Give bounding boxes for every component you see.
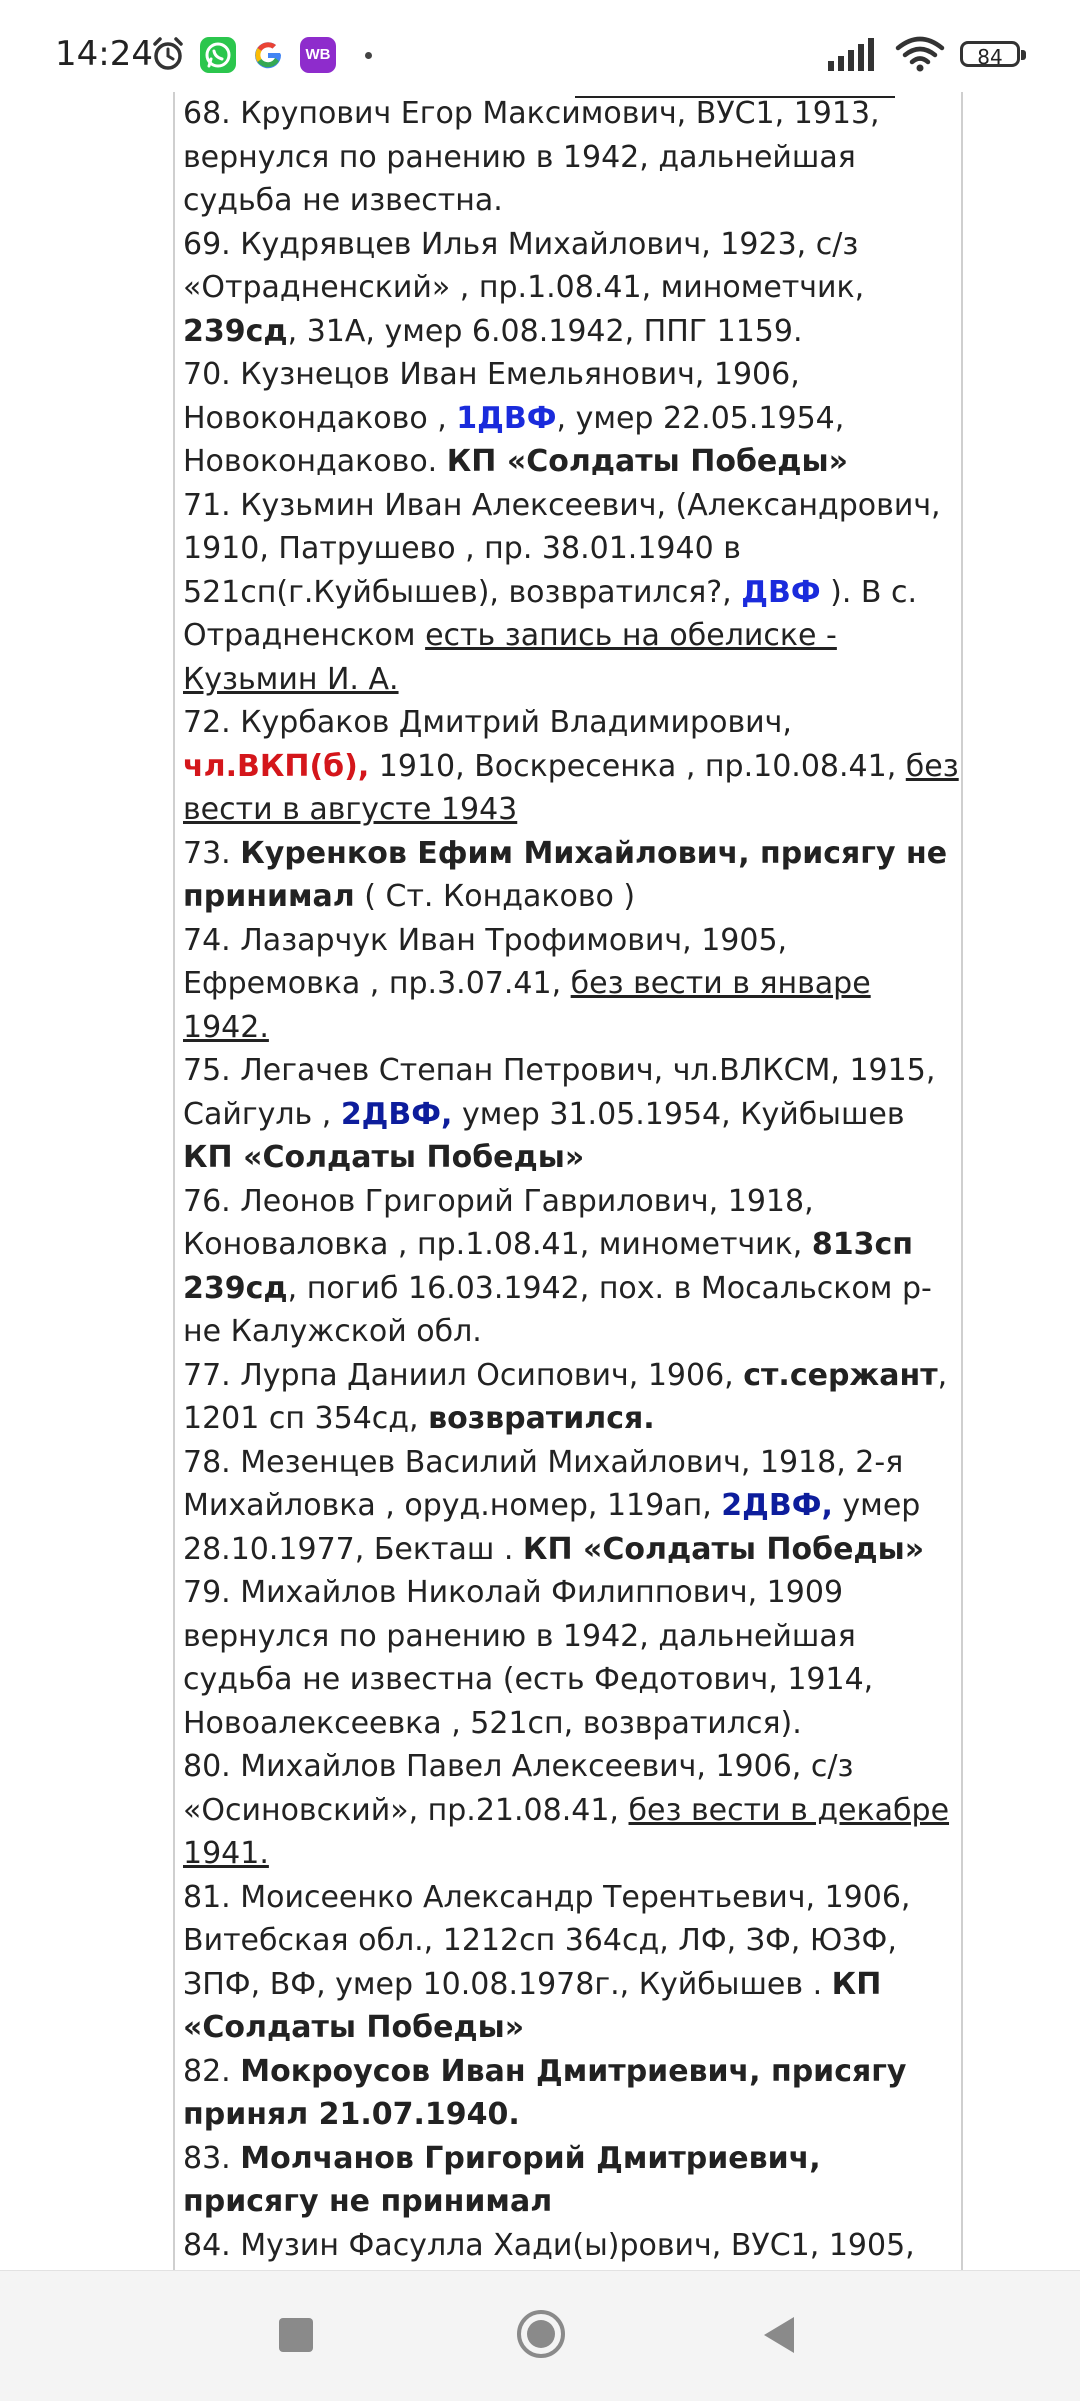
entry-text: КП «Солдаты Победы» <box>183 1140 585 1175</box>
entry-text: 71. Кузьмин Иван Алексеевич, (Александрович, 1910, Патрушево , пр. 38.01.1940 в 521сп(г.Куйбышев), возвратился?, <box>183 487 941 610</box>
google-icon <box>250 37 286 73</box>
entry-text: 69. Кудрявцев Илья Михайлович, 1923, с/з «Отрадненский» , пр.1.08.41, минометчик, <box>183 226 865 305</box>
entry-text: 83. <box>183 2140 241 2176</box>
entry-text: , 1201 сп 354сд, <box>183 1357 948 1436</box>
list-entry <box>183 1441 963 1572</box>
document-viewport[interactable] <box>173 92 963 2270</box>
entry-text: 78. Мезенцев Василий Михайлович, 1918, 2-я Михайловка , оруд.номер, 119ап, <box>183 1444 904 1523</box>
list-entry <box>183 1049 963 1180</box>
list-entry <box>183 353 963 484</box>
entry-text: Молчанов Григорий Дмитриевич, присягу не принимал <box>183 2140 821 2219</box>
list-entry <box>183 701 963 832</box>
entry-text: , погиб 16.03.1942, пох. в Мосальском р-не Калужской обл. <box>183 1270 932 1349</box>
document-content <box>183 92 963 2354</box>
entry-text: 72. Курбаков Дмитрий Владимирович, <box>183 705 792 740</box>
entry-text: ст.сержант <box>743 1357 938 1393</box>
list-entry <box>183 1745 963 1876</box>
entry-text: 80. Михайлов Павел Алексеевич, 1906, с/з «Осиновский», пр.21.08.41, <box>183 1749 854 1828</box>
entry-text: 74. Лазарчук Иван Трофимович, 1905, Ефремовка , пр.3.07.41, <box>183 922 788 1001</box>
list-entry <box>183 223 963 354</box>
entry-text: КП «Солдаты Победы» <box>183 1966 882 2045</box>
entry-text: 82. <box>183 2053 241 2089</box>
status-right-group <box>828 36 1020 72</box>
entry-text: 1910, Воскресенка , пр.10.08.41, <box>369 748 906 784</box>
entry-text: чл.ВКП(б), <box>183 748 370 784</box>
home-button[interactable] <box>514 2307 568 2361</box>
entry-text[interactable]: без вести в августе 1943 <box>183 748 959 827</box>
entry-text: 81. Моисеенко Александр Терентьевич, 1906, Витебская обл., 1212сп 364сд, ЛФ, ЗФ, ЮЗФ, ЗПФ, ВФ, умер 10.08.1978г., Куйбышев . <box>183 1879 911 2002</box>
entry-text: 76. Леонов Григорий Гаврилович, 1918, Коноваловка , пр.1.08.41, минометчик, <box>183 1183 814 1262</box>
entry-text: 79. Михайлов Николай Филиппович, 1909 вернулся по ранению в 1942, дальнейшая судьба не известна (есть Федотович, 1914, Новоалексеевка , 521сп, возвратился). <box>183 1575 874 1741</box>
list-entry <box>183 1876 963 2050</box>
entry-text: КП «Солдаты Победы» <box>522 1531 925 1567</box>
signal-icon <box>828 37 880 71</box>
battery-level: 84 <box>977 45 1003 69</box>
entry-text[interactable]: без вести в январе 1942. <box>183 966 871 1045</box>
entry-text[interactable]: есть запись на обелиске - Кузьмин И. А. <box>183 618 837 697</box>
wildberries-label: WB <box>305 46 331 63</box>
list-entry <box>183 92 963 223</box>
list-entry <box>183 484 963 702</box>
entry-text: 77. Лурпа Даниил Осипович, 1906, <box>183 1357 744 1393</box>
entry-text: 239сд <box>183 313 288 349</box>
entry-text: ). В с. Отрадненском <box>183 574 918 653</box>
entry-text: 813сп 239сд <box>183 1227 913 1306</box>
entry-text: умер 31.05.1954, Куйбышев <box>452 1096 905 1132</box>
entry-text: 75. Легачев Степан Петрович, чл.ВЛКСМ, 1915, Сайгуль , <box>183 1053 936 1132</box>
whatsapp-icon <box>200 37 236 73</box>
battery-indicator <box>960 41 1020 67</box>
entry-text: ( Ст. Кондаково ) <box>354 879 636 914</box>
list-entry <box>183 1354 963 1441</box>
entry-text: 70. Кузнецов Иван Емельянович, 1906, Новокондаково , <box>183 357 800 436</box>
entry-text: 68. Крупович Егор Максимович, ВУС1, 1913, вернулся по ранению в 1942, дальнейшая судьба не известна. <box>183 96 880 218</box>
list-entry <box>183 2137 963 2224</box>
list-entry <box>183 1571 963 1745</box>
entry-text[interactable]: без вести в декабре 1941. <box>183 1792 950 1871</box>
navigation-bar <box>0 2270 1080 2401</box>
entry-text: 73. <box>183 835 241 871</box>
list-entry <box>183 919 963 1050</box>
back-button[interactable] <box>758 2313 802 2357</box>
entry-text: , 31А, умер 6.08.1942, ППГ 1159. <box>287 313 803 349</box>
wildberries-icon <box>300 37 336 73</box>
entry-text: 2ДВФ, <box>340 1096 453 1132</box>
entry-text: возвратился. <box>428 1401 655 1436</box>
entry-text: 84. Музин Фасулла Хади(ы)рович, ВУС1, 1905, <box>183 2227 915 2263</box>
wifi-icon <box>896 36 944 72</box>
entry-text: 2ДВФ, <box>721 1488 833 1523</box>
list-entry <box>183 2050 963 2137</box>
entry-text: 1ДВФ <box>456 400 557 436</box>
dot-icon <box>365 52 372 59</box>
entry-text: умер 28.10.1977, Бекташ . <box>183 1488 921 1567</box>
list-entry <box>183 1180 963 1354</box>
status-time: 14:24 <box>55 34 153 74</box>
entry-text: , умер 22.05.1954, Новокондаково. <box>183 400 845 479</box>
entry-text: Мокроусов Иван Дмитриевич, присягу принял 21.07.1940. <box>183 2053 907 2132</box>
list-entry <box>183 832 963 919</box>
recents-button[interactable] <box>276 2315 316 2355</box>
entry-text: КП «Солдаты Победы» <box>446 444 848 479</box>
entry-text: Куренков Ефим Михайлович, присягу не принимал <box>183 835 948 914</box>
entry-text: ДВФ <box>741 574 821 610</box>
alarm-icon <box>150 36 186 72</box>
